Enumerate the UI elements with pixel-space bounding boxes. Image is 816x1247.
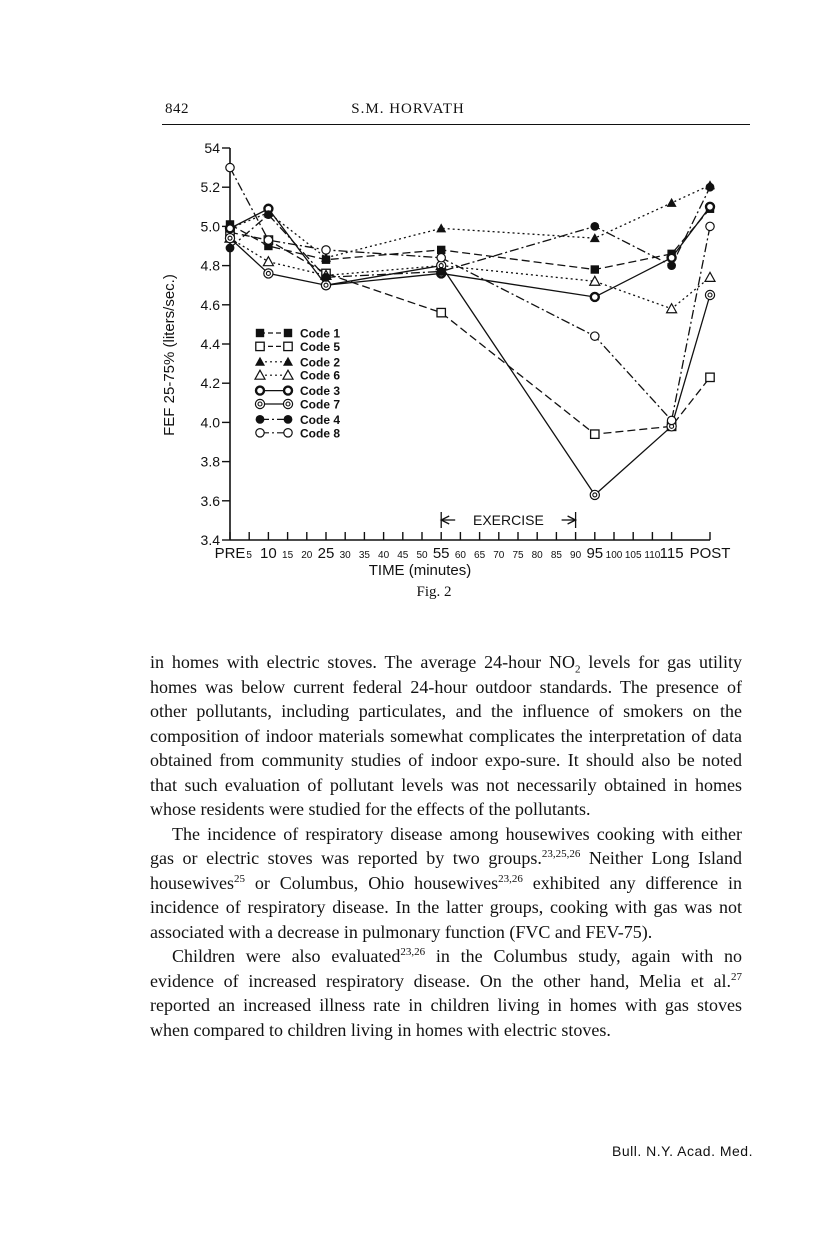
x-tick-label: 60 [454, 550, 466, 561]
y-tick-label: 4.8 [200, 257, 220, 274]
legend-label-code-4: Code 4 [300, 412, 341, 427]
series-markers [225, 163, 715, 499]
x-tick-label: 15 [282, 550, 294, 561]
y-tick-label: 4.0 [200, 414, 220, 431]
data-point-code-7 [264, 269, 273, 278]
legend-marker-code-6 [255, 370, 265, 379]
legend-marker-code-2 [283, 357, 293, 366]
x-tick-label: 65 [474, 550, 486, 561]
x-tick-label: 40 [378, 550, 390, 561]
series-line-code-2 [230, 185, 710, 258]
legend-label-code-6: Code 6 [300, 368, 341, 383]
x-tick-label: 105 [624, 550, 642, 561]
x-tick-label: 45 [397, 550, 409, 561]
legend-marker-code-4 [256, 415, 265, 424]
legend-label-code-3: Code 3 [300, 384, 341, 399]
x-tick-label: 115 [659, 545, 684, 562]
x-tick-label: 90 [570, 550, 582, 561]
legend-marker-code-6 [283, 370, 293, 379]
legend-label-code-1: Code 1 [300, 326, 341, 341]
running-title: S.M. HORVATH [351, 101, 465, 117]
data-point-code-5 [706, 373, 714, 381]
data-point-code-1 [591, 265, 599, 273]
data-point-code-4 [667, 261, 676, 270]
y-tick-label: 3.8 [200, 453, 220, 470]
paragraph-2: The incidence of respiratory disease among housewives cooking with either gas or electric stoves was reported by two groups.$^{23,25,26}$ Neither Long Island housewives$^{25}$ or Columbus, Ohio housewives$^{23,26}$ exhibited any difference in incidence of respiratory disease. In the latter groups, cooking with gas was not associated with a decrease in pulmonary function (FVC and FEV-75). [150, 823, 742, 942]
data-point-code-4 [226, 244, 235, 253]
y-tick-label: 5.0 [200, 218, 220, 235]
x-tick-label: 50 [416, 550, 428, 561]
data-point-code-6 [705, 272, 715, 281]
x-tick-label: 75 [512, 550, 524, 561]
data-point-code-4 [706, 183, 715, 192]
legend-marker-code-8 [256, 429, 264, 437]
legend-marker-code-3 [284, 387, 292, 395]
x-tick-label: 110 [644, 550, 661, 561]
y-tick-label: 4.4 [200, 336, 220, 352]
journal-footer: Bull. N.Y. Acad. Med. [612, 1143, 753, 1159]
legend-marker-code-5 [256, 342, 264, 350]
data-point-code-4 [437, 267, 446, 276]
data-point-code-8 [591, 332, 599, 340]
legend-marker-code-3 [256, 387, 264, 395]
data-point-code-1 [437, 246, 445, 254]
x-tick-label: 5 [246, 550, 252, 561]
page-number: 842 [165, 101, 189, 117]
y-tick-label: 4.2 [200, 375, 220, 392]
legend-marker-code-2 [255, 357, 265, 366]
legend-marker-code-1 [256, 329, 264, 337]
data-point-code-6 [263, 257, 273, 266]
data-point-code-3 [668, 254, 676, 262]
x-tick-label: 20 [301, 550, 313, 561]
x-tick-label: 100 [605, 550, 623, 561]
y-tick-label: 3.4 [200, 532, 220, 548]
legend-marker-code-1 [284, 329, 292, 337]
x-tick-label: 10 [260, 545, 277, 562]
data-point-code-3 [226, 224, 234, 232]
fef-time-chart [150, 130, 750, 580]
data-point-code-7 [590, 490, 599, 499]
y-tick-label: 54 [204, 140, 220, 156]
data-point-code-8 [264, 236, 272, 244]
x-tick-label: 85 [550, 550, 562, 561]
data-point-code-8 [706, 222, 714, 230]
data-point-code-7 [225, 234, 234, 243]
legend-marker-code-8 [284, 429, 292, 437]
series-line-code-3 [230, 207, 710, 297]
header-rule [162, 124, 750, 125]
paragraph-1: in homes with electric stoves. The average 24-hour $NO_2$ levels for gas utility homes was below current federal 24-hour outdoor standards. The presence of other pollutants, including particulates, and the influence of smokers on the composition of indoor materials somewhat complicates the interpretation of data obtained from community studies of indoor expo-sure. It should also be noted that such evaluation of pollutant levels was not necessarily obtained in homes whose residents were studied for the effects of the pollutants. [150, 652, 742, 819]
legend-label-code-2: Code 2 [300, 355, 341, 370]
data-point-code-5 [591, 430, 599, 438]
x-tick-label: 80 [531, 550, 543, 561]
data-point-code-2 [667, 198, 677, 207]
y-axis-label: FEF 25-75% (liters/sec.) [161, 274, 178, 436]
data-point-code-8 [667, 416, 675, 424]
data-point-code-3 [591, 293, 599, 301]
x-tick-label: 30 [339, 550, 351, 561]
data-point-code-2 [590, 233, 600, 242]
x-tick-label: 95 [586, 545, 604, 562]
figure-caption: Fig. 2 [416, 584, 452, 600]
data-point-code-3 [706, 203, 714, 211]
x-tick-label: 70 [493, 550, 505, 561]
body-text [150, 650, 742, 1042]
exercise-label: EXERCISE [472, 512, 544, 528]
x-tick-label: 55 [432, 545, 450, 562]
legend-label-code-8: Code 8 [300, 426, 341, 441]
legend-marker-code-5 [284, 342, 292, 350]
data-point-code-7 [321, 281, 330, 290]
chart-legend [255, 327, 340, 441]
x-tick-label: POST [689, 545, 731, 562]
series-line-code-4 [230, 187, 710, 277]
x-tick-label: 25 [317, 545, 335, 562]
legend-marker-code-7 [255, 399, 264, 408]
data-point-code-2 [436, 223, 446, 232]
x-tick-label: 35 [358, 550, 370, 561]
y-tick-label: 4.6 [200, 296, 220, 313]
data-point-code-5 [437, 308, 445, 316]
y-tick-label: 3.6 [200, 492, 220, 509]
x-tick-label: PRE [214, 545, 246, 562]
legend-label-code-7: Code 7 [300, 397, 341, 412]
data-point-code-4 [264, 210, 273, 219]
paragraph-3: Children were also evaluated$^{23,26}$ in the Columbus study, again with no evidence of increased respiratory disease. On the other hand, Melia et al.$^{27}$ reported an increased illness rate in children living in homes with gas stoves when compared to children living in homes with electric stoves. [150, 946, 742, 1040]
data-point-code-8 [226, 163, 234, 171]
data-point-code-8 [437, 254, 445, 262]
data-point-code-4 [590, 222, 599, 231]
data-point-code-8 [322, 246, 330, 254]
y-tick-label: 5.2 [200, 179, 220, 196]
legend-marker-code-7 [283, 399, 292, 408]
x-axis-label: TIME (minutes) [368, 562, 472, 579]
chart-axes [201, 140, 731, 562]
data-point-code-7 [705, 290, 714, 299]
legend-label-code-5: Code 5 [300, 339, 341, 354]
data-point-code-4 [322, 273, 331, 282]
legend-marker-code-4 [284, 415, 293, 424]
